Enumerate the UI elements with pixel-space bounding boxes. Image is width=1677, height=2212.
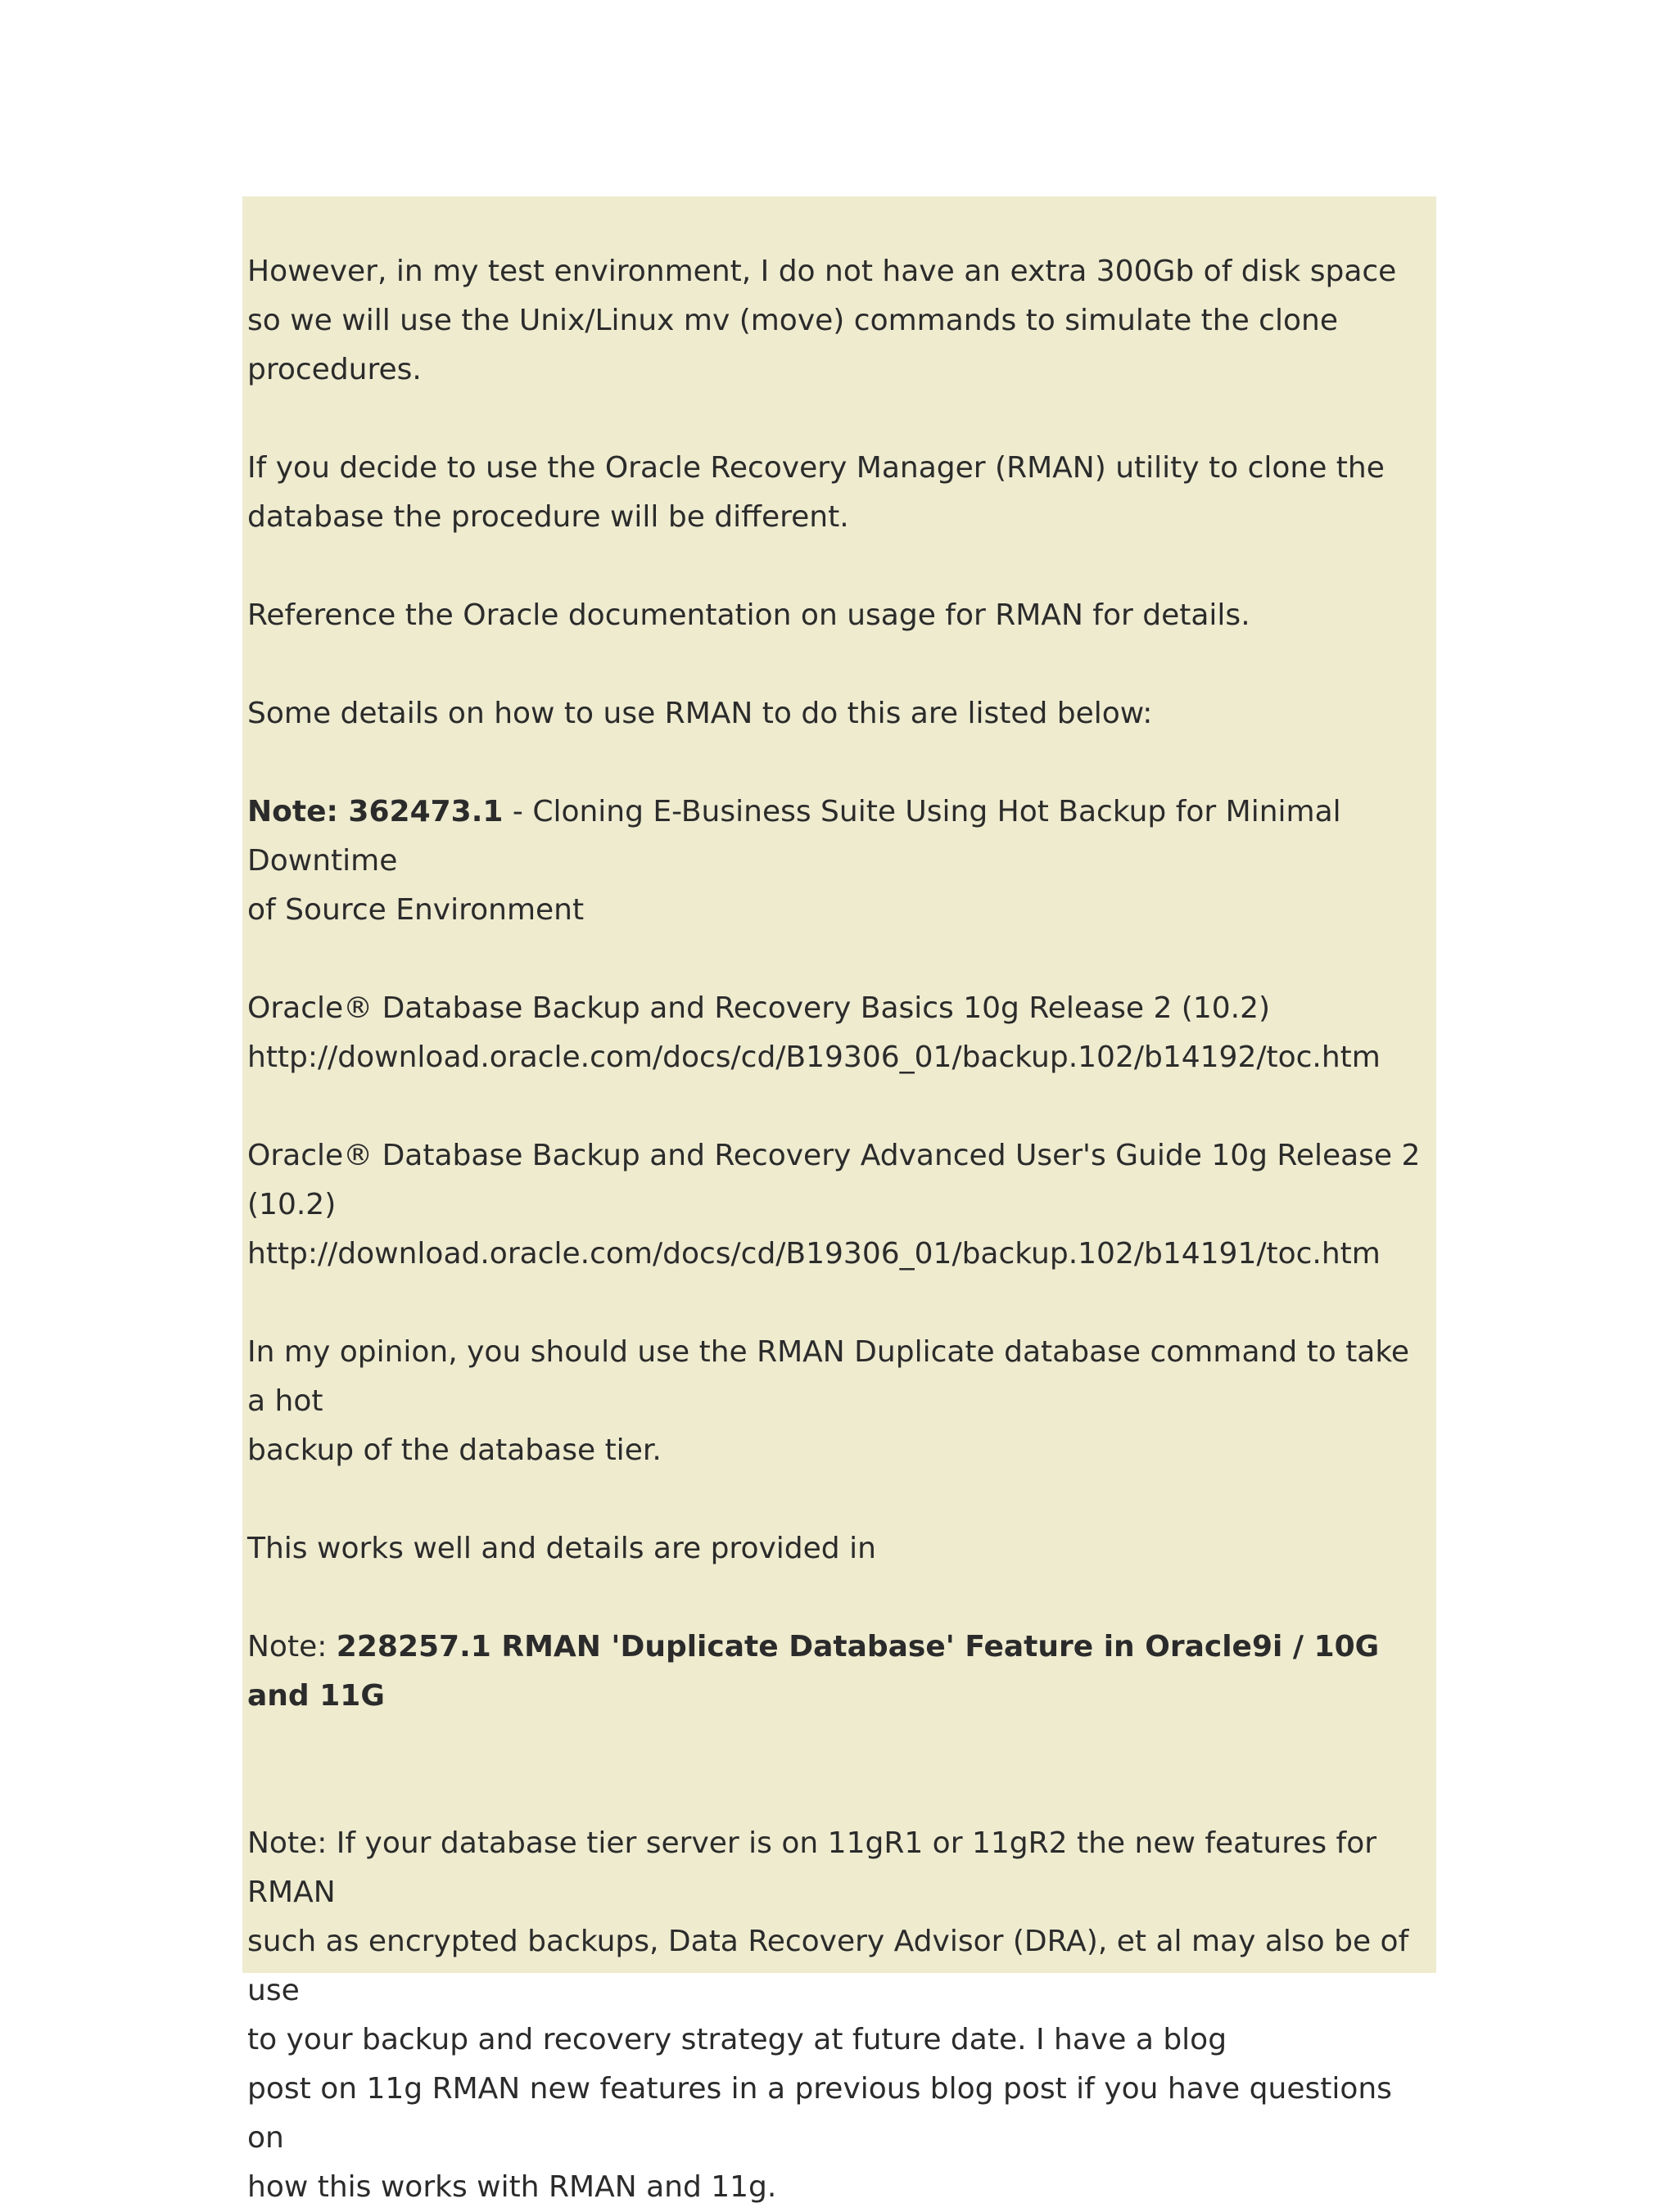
paragraph-advanced-guide [247, 1131, 1436, 1279]
advanced-guide-title: Oracle® Database Backup and Recovery Advanced User's Guide 10g Release 2 (10.2) [247, 1139, 1421, 1221]
paragraph-test-environment: However, in my test environment, I do not have an extra 300Gb of disk space so we will use the Unix/Linux mv (move) commands to simulate the clone procedures. [247, 255, 1397, 386]
paragraph-works-well: This works well and details are provided in [247, 1532, 876, 1565]
paragraph-basics-guide [247, 984, 1436, 1082]
basics-guide-title: Oracle® Database Backup and Recovery Basics 10g Release 2 (10.2) [247, 991, 1271, 1025]
note-id-362473: Note: 362473.1 [247, 795, 504, 828]
paragraph-details-below: Some details on how to use RMAN to do this are listed below: [247, 697, 1153, 730]
note-228257-title: 228257.1 RMAN 'Duplicate Database' Feature in Oracle9i / 10G and 11G [247, 1630, 1380, 1713]
note-prefix: Note: [247, 1630, 337, 1664]
paragraph-note-362473 [247, 788, 1436, 935]
note-362473-title: - Cloning E-Business Suite Using Hot Backup for Minimal Downtime of Source Environment [247, 795, 1341, 927]
article-body [247, 247, 1436, 2212]
paragraph-11g-note: Note: If your database tier server is on 11gR1 or 11gR2 the new features for RMAN such as encrypted backups, Data Recovery Advisor (DRA), et al may also be of use to your backup and recovery strategy at future date. I have a blog post on 11g RMAN new features in a previous blog post if you have questions on how this works with RMAN and 11g. [247, 1826, 1409, 2204]
paragraph-rman-clone: If you decide to use the Oracle Recovery Manager (RMAN) utility to clone the database the procedure will be different. [247, 451, 1385, 534]
advanced-guide-url: http://download.oracle.com/docs/cd/B19306_01/backup.102/b14191/toc.htm [247, 1237, 1381, 1271]
paragraph-note-228257 [247, 1623, 1436, 1721]
basics-guide-url: http://download.oracle.com/docs/cd/B19306_01/backup.102/b14192/toc.htm [247, 1041, 1381, 1074]
content-panel [242, 196, 1436, 2204]
paragraph-reference-docs: Reference the Oracle documentation on usage for RMAN for details. [247, 598, 1250, 632]
paragraph-opinion: In my opinion, you should use the RMAN Duplicate database command to take a hot backup of the database tier. [247, 1335, 1410, 1467]
